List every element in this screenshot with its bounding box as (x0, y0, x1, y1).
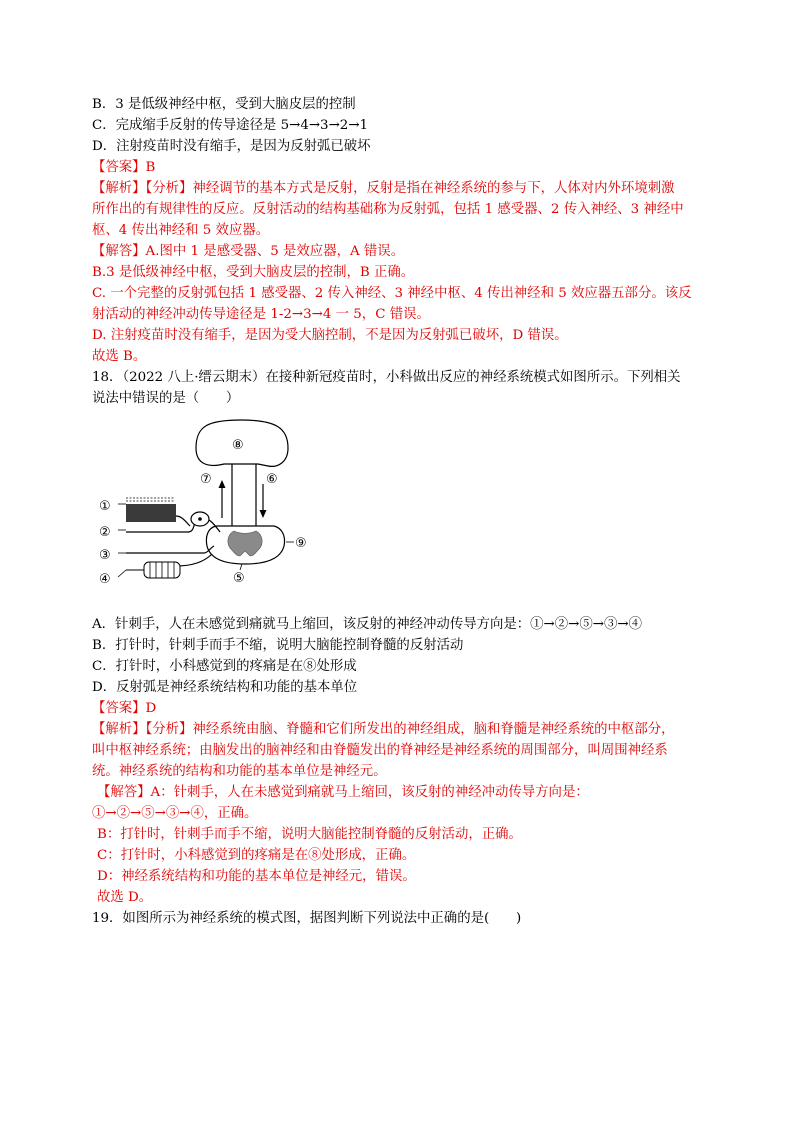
q17-analysis-line-1: 【解析】【分析】神经调节的基本方式是反射，反射是指在神经系统的参与下，人体对内外环境刺激 (92, 181, 675, 196)
q18-solution-b: B：打针时，针刺手而手不缩，说明大脑能控制脊髓的反射活动，正确。 (97, 827, 522, 842)
label-9: ⑨ (295, 536, 307, 551)
q17-answer: 【答案】B (92, 160, 156, 175)
efferent-nerve (126, 546, 214, 553)
effector-muscle (126, 562, 180, 578)
skin-layer-dark (126, 504, 176, 522)
label-1: ① (99, 499, 111, 514)
q18-analysis-line-3: 统。神经系统的结构和功能的基本单位是神经元。 (92, 764, 387, 779)
q18-stem-line-1: 18．（2022 八上·缙云期末）在接种新冠疫苗时，小科做出反应的神经系统模式如图所示。下列相关 (92, 370, 681, 385)
q18-analysis-line-2: 叫中枢神经系统；由脑发出的脑神经和由脊髓发出的脊神经是神经系统的周围部分，叫周围神经系 (92, 743, 668, 758)
q17-analysis-line-2: 所作出的有规律性的反应。反射活动的结构基础称为反射弧，包括 1 感受器、2 传入神经、3 神经中 (92, 202, 684, 217)
reflex-arc-diagram (96, 418, 316, 593)
q17-analysis-line-3: 枢、4 传出神经和 5 效应器。 (92, 223, 270, 238)
q18-conclusion: 故选 D。 (97, 890, 153, 905)
q18-solution-d: D：神经系统结构和功能的基本单位是神经元，错误。 (97, 869, 416, 884)
q18-analysis-line-1: 【解析】【分析】神经系统由脑、脊髓和它们所发出的神经组成，脑和脊髓是神经系统的中枢部分， (92, 722, 675, 737)
q18-option-c: C．打针时，小科感觉到的疼痛是在⑧处形成 (92, 659, 357, 674)
q17-option-b: B．3 是低级神经中枢，受到大脑皮层的控制 (92, 97, 356, 112)
q18-option-b: B．打针时，针刺手而手不缩，说明大脑能控制脊髓的反射活动 (92, 638, 464, 653)
q17-solution-b: B.3 是低级神经中枢，受到大脑皮层的控制，B 正确。 (92, 265, 415, 280)
descending-arrow-head (260, 510, 267, 518)
q17-solution-c-line-2: 射活动的神经冲动传导途径是 1-2→3→4 一 5，C 错误。 (92, 307, 430, 322)
label-5: ⑤ (233, 571, 245, 586)
q18-solution-a-line-1: 【解答】A：针刺手，人在未感觉到痛就马上缩回，该反射的神经冲动传导方向是： (97, 785, 589, 800)
q19-stem: 19．如图所示为神经系统的模式图，据图判断下列说法中正确的是( ) (92, 911, 522, 926)
q17-option-c: C．完成缩手反射的传导途径是 5→4→3→2→1 (92, 118, 369, 133)
q18-option-d: D．反射弧是神经系统结构和功能的基本单位 (92, 680, 358, 695)
q18-answer: 【答案】D (92, 701, 157, 716)
q17-solution-c-line-1: C. 一个完整的反射弧包括 1 感受器、2 传入神经、3 神经中枢、4 传出神经和 5 效应器五部分。该反 (92, 286, 692, 301)
q17-option-d: D．注射疫苗时没有缩手，是因为反射弧已破坏 (92, 139, 371, 154)
label-6: ⑥ (266, 472, 278, 487)
q17-conclusion: 故选 B。 (92, 349, 147, 364)
q18-solution-a-line-2: ①→②→⑤→③→④，正确。 (92, 806, 258, 821)
q17-solution-a: 【解答】A.图中 1 是感受器、5 是效应器，A 错误。 (92, 244, 405, 259)
label-8: ⑧ (232, 438, 244, 453)
q18-stem-line-2: 说法中错误的是（ ） (92, 391, 240, 406)
q17-solution-d: D. 注射疫苗时没有缩手，是因为受大脑控制，不是因为反射弧已破坏，D 错误。 (92, 328, 568, 343)
ascending-arrow-head (219, 480, 226, 488)
q18-solution-c: C：打针时，小科感觉到的疼痛是在⑧处形成，正确。 (97, 848, 416, 863)
label-3: ③ (99, 548, 111, 563)
label-2: ② (99, 525, 111, 540)
label-7: ⑦ (200, 472, 212, 487)
label-4: ④ (99, 572, 111, 587)
q18-option-a: A．针刺手，人在未感觉到痛就马上缩回，该反射的神经冲动传导方向是：①→②→⑤→③→④ (92, 617, 643, 632)
